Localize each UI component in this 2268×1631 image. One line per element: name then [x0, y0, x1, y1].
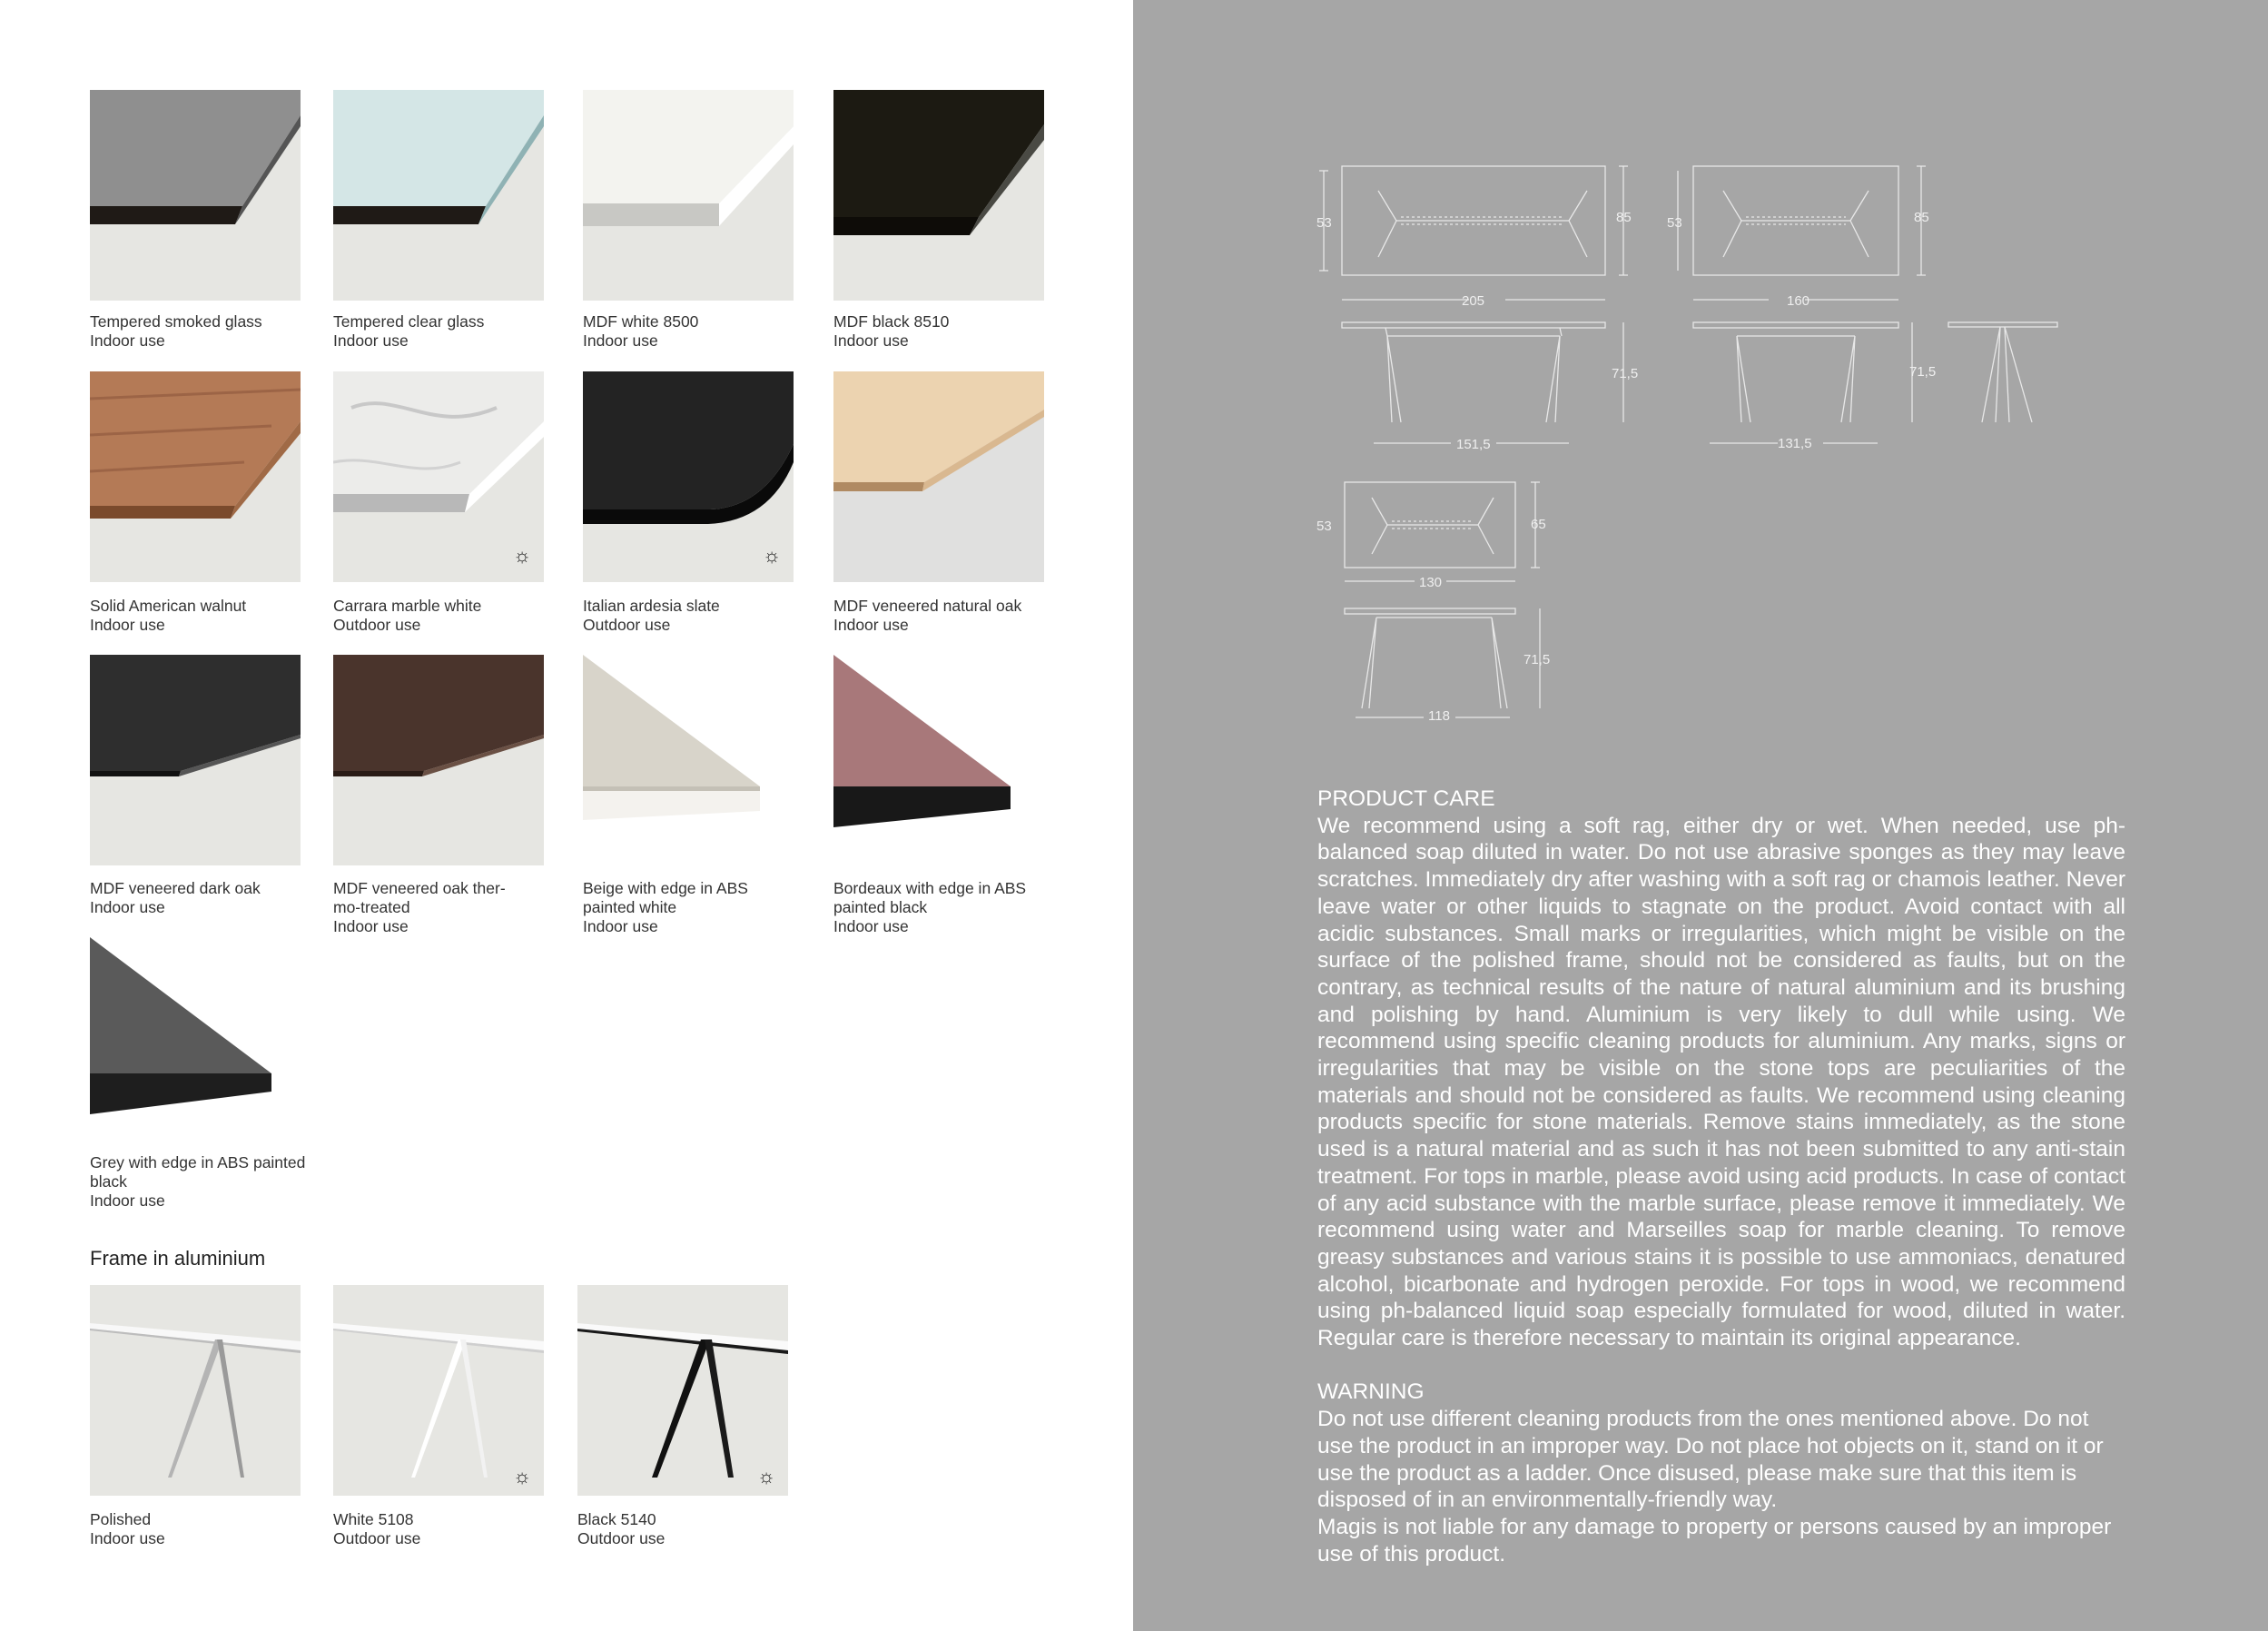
- swatch-thermo-oak: [333, 655, 544, 865]
- caption-use: Indoor use: [90, 331, 165, 350]
- caption-name: Polished: [90, 1510, 152, 1528]
- caption-use: Indoor use: [833, 331, 909, 350]
- caption-name: Solid American walnut: [90, 597, 247, 615]
- caption-name: Bordeaux with edge in ABS: [833, 879, 1027, 897]
- caption-name: MDF black 8510: [833, 312, 950, 331]
- caption-name-cont: painted white: [583, 898, 677, 916]
- caption-name: MDF veneered dark oak: [90, 879, 261, 897]
- dim-medium-length: 160: [1787, 293, 1810, 309]
- dim-large-height: 71,5: [1612, 366, 1639, 381]
- swatch-ardesia-slate: [583, 371, 794, 582]
- caption-name: Tempered smoked glass: [90, 312, 262, 331]
- swatch-clear-glass: [333, 90, 544, 301]
- caption-name: White 5108: [333, 1510, 414, 1528]
- info-panel: [1133, 0, 2268, 1631]
- caption-name: MDF veneered natural oak: [833, 597, 1022, 615]
- caption-use: Indoor use: [333, 331, 409, 350]
- swatch-mdf-black: [833, 90, 1044, 301]
- swatch-frame-polished: [90, 1285, 301, 1496]
- swatch-bordeaux-abs: [833, 655, 1044, 865]
- warning-title: WARNING: [1317, 1379, 1425, 1405]
- caption-name: Tempered clear glass: [333, 312, 485, 331]
- caption-name-cont: black: [90, 1172, 127, 1191]
- materials-panel: [0, 0, 1133, 1631]
- caption-name: MDF white 8500: [583, 312, 699, 331]
- outdoor-icon: ☼: [513, 544, 532, 567]
- caption-name: Black 5140: [577, 1510, 656, 1528]
- caption-name: Beige with edge in ABS: [583, 879, 748, 897]
- dim-medium-base: 131,5: [1778, 436, 1812, 451]
- caption-name-cont: painted black: [833, 898, 928, 916]
- caption-name-cont: mo-treated: [333, 898, 410, 916]
- caption-use: Indoor use: [90, 898, 165, 916]
- technical-drawings: [1133, 0, 2268, 745]
- caption-use: Outdoor use: [333, 616, 421, 634]
- caption-use: Indoor use: [90, 1529, 165, 1547]
- caption-use: Indoor use: [333, 917, 409, 935]
- caption-name: Italian ardesia slate: [583, 597, 720, 615]
- caption-use: Outdoor use: [333, 1529, 421, 1547]
- caption-name: Grey with edge in ABS painted: [90, 1153, 306, 1171]
- dim-large-width: 85: [1616, 210, 1632, 225]
- outdoor-icon: ☼: [763, 544, 782, 567]
- caption-use: Indoor use: [583, 917, 658, 935]
- swatch-american-walnut: [90, 371, 301, 582]
- caption-name: MDF veneered oak ther-: [333, 879, 506, 897]
- swatch-frame-black: [577, 1285, 788, 1496]
- dim-large-base: 151,5: [1456, 437, 1491, 452]
- dim-small-depth: 53: [1316, 519, 1332, 534]
- dim-large-length: 205: [1462, 293, 1485, 309]
- product-care-title: PRODUCT CARE: [1317, 786, 1495, 811]
- dim-medium-width: 85: [1914, 210, 1929, 225]
- swatch-beige-abs: [583, 655, 794, 865]
- dim-small-length: 130: [1419, 575, 1443, 590]
- outdoor-icon: ☼: [513, 1465, 532, 1488]
- caption-use: Indoor use: [833, 616, 909, 634]
- product-care-text: We recommend using a soft rag, either dry or wet. When needed, use ph-balanced soap diluted in water. Do not use abrasive sponges as they may leave scratches. Immediately dry after washing with a soft rag or chamois leather. Never leave water or other liquids to stagnate on the product. Avoid contact with all acidic substances. Small marks or irregularities, which might be visible on the surface of the polished frame, should not be considered as faults, but on the contrary, as technical results of the nature of natural aluminium and its brushing and polishing by hand. Aluminium is very likely to dull while using. We recommend using specific cleaning products for aluminium. Any marks, signs or irregularities that may be visible on the stone tops are peculiarities of the materials and should not be considered as faults. We recommend using cleaning products specific for stone materials. Remove stains immediately, as the stone used is a natural material and as such it has not been submitted to any anti-stain treatment. For tops in marble, please avoid using acid products. In case of contact of any acid substance with the marble surface, please remove it immediately. We recommend using water and Marseilles soap for marble cleaning. To remove greasy substances and various stains it is possible to use ammoniacs, denatured alcohol, bicarbonate and hydrogen peroxide. For tops in wood, we recommend using ph-balanced liquid soap especially formulated for wood, diluted in water. Regular care is therefore necessary to maintain its original appearance.: [1317, 813, 2125, 1351]
- swatch-dark-oak: [90, 655, 301, 865]
- frame-section-title: Frame in aluminium: [90, 1247, 266, 1270]
- warning-text: Do not use different cleaning products from the ones mentioned above. Do not use the product in an improper way. Do not place hot objects on it, stand on it or use the product as a ladder. Once disused, please make sure that this item is disposed of in an environmentally-friendly way.: [1317, 1407, 2104, 1513]
- dim-large-depth: 53: [1316, 215, 1332, 231]
- caption-use: Outdoor use: [577, 1529, 666, 1547]
- product-care-section: [1317, 786, 2125, 1567]
- swatch-natural-oak: [833, 371, 1044, 582]
- swatch-grey-abs: [90, 937, 301, 1148]
- outdoor-icon: ☼: [757, 1465, 776, 1488]
- caption-name: Carrara marble white: [333, 597, 482, 615]
- caption-use: Indoor use: [90, 1191, 165, 1210]
- caption-use: Indoor use: [833, 917, 909, 935]
- dim-medium-depth: 53: [1667, 215, 1682, 231]
- dim-small-base: 118: [1428, 708, 1450, 724]
- swatch-frame-white: [333, 1285, 544, 1496]
- caption-use: Indoor use: [90, 616, 165, 634]
- dim-small-height: 71,5: [1524, 652, 1551, 667]
- dim-medium-height: 71,5: [1909, 364, 1937, 380]
- caption-use: Outdoor use: [583, 616, 671, 634]
- caption-use: Indoor use: [583, 331, 658, 350]
- swatch-smoked-glass: [90, 90, 301, 301]
- liability-text: Magis is not liable for any damage to property or persons caused by an improper use of this product.: [1317, 1514, 2112, 1567]
- swatch-carrara-marble: [333, 371, 544, 582]
- dim-small-width: 65: [1531, 517, 1546, 532]
- swatch-mdf-white: [583, 90, 794, 301]
